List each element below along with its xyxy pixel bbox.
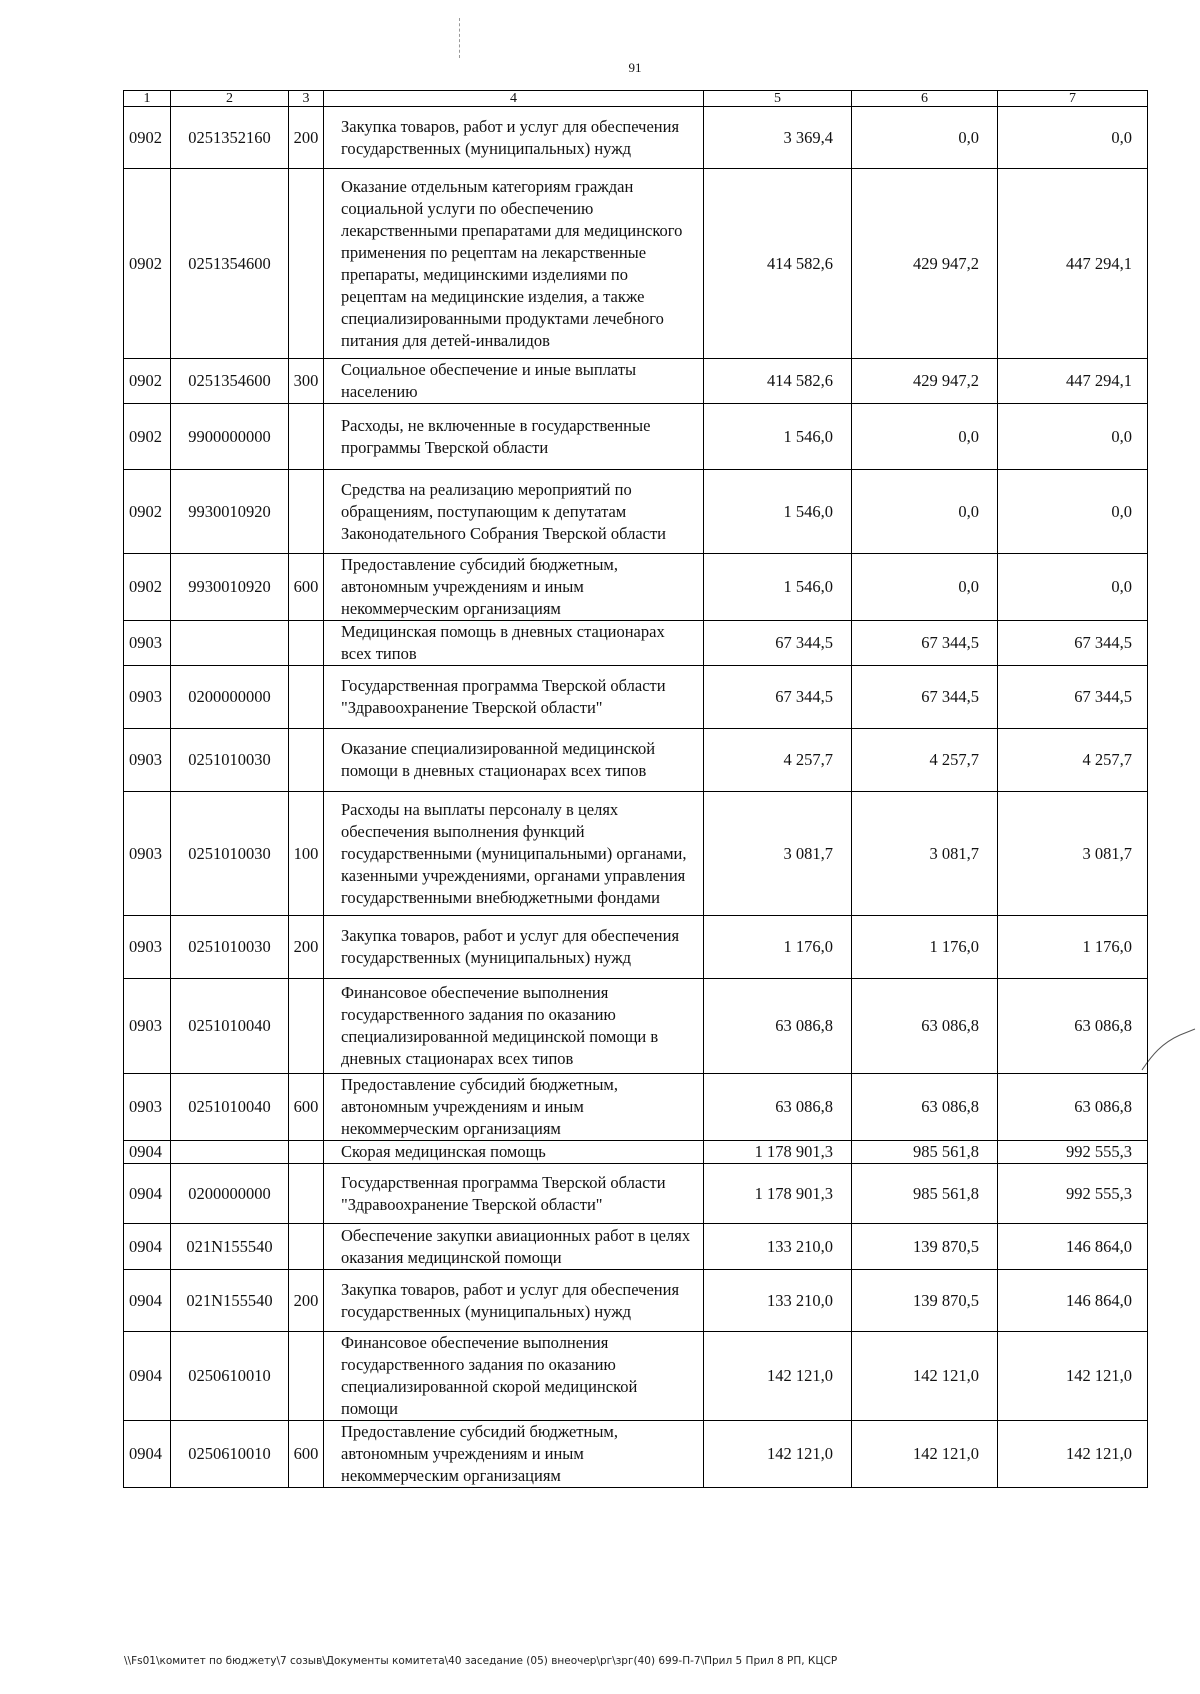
expense-type-code: 600 — [289, 554, 324, 621]
expense-type-code: 300 — [289, 359, 324, 404]
section-code: 0904 — [124, 1270, 171, 1332]
amount-col-7: 3 081,7 — [998, 792, 1148, 916]
amount-col-5: 4 257,7 — [704, 729, 852, 792]
footer-file-path: \\Fs01\комитет по бюджету\7 созыв\Документы комитета\40 заседание (05) внеочер\рг\зрг(40) 699-П-7\Прил 5 Прил 8 РП, КЦСР — [124, 1655, 838, 1667]
table-row — [124, 729, 1148, 792]
amount-col-6: 3 081,7 — [852, 792, 998, 916]
amount-col-6: 0,0 — [852, 554, 998, 621]
target-article-code: 0251354600 — [171, 359, 289, 404]
section-code: 0902 — [124, 169, 171, 359]
section-code: 0903 — [124, 792, 171, 916]
target-article-code: 0200000000 — [171, 666, 289, 729]
budget-table — [123, 90, 1148, 1488]
amount-col-5: 414 582,6 — [704, 169, 852, 359]
target-article-code: 0251010030 — [171, 729, 289, 792]
table-row — [124, 666, 1148, 729]
amount-col-7: 63 086,8 — [998, 979, 1148, 1074]
item-name: Государственная программа Тверской области "Здравоохранение Тверской области" — [324, 666, 704, 729]
expense-type-code — [289, 404, 324, 470]
item-name: Оказание специализированной медицинской помощи в дневных стационарах всех типов — [324, 729, 704, 792]
section-code: 0903 — [124, 916, 171, 979]
table-row — [124, 470, 1148, 554]
target-article-code: 9900000000 — [171, 404, 289, 470]
amount-col-7: 1 176,0 — [998, 916, 1148, 979]
column-header-5: 5 — [704, 91, 852, 107]
section-code: 0902 — [124, 554, 171, 621]
amount-col-7: 992 555,3 — [998, 1141, 1148, 1164]
expense-type-code — [289, 1141, 324, 1164]
amount-col-5: 67 344,5 — [704, 621, 852, 666]
table-row — [124, 621, 1148, 666]
amount-col-7: 447 294,1 — [998, 169, 1148, 359]
amount-col-6: 985 561,8 — [852, 1164, 998, 1224]
amount-col-7: 142 121,0 — [998, 1332, 1148, 1421]
amount-col-5: 1 176,0 — [704, 916, 852, 979]
table-row — [124, 107, 1148, 169]
amount-col-7: 4 257,7 — [998, 729, 1148, 792]
item-name: Оказание отдельным категориям граждан социальной услуги по обеспечению лекарственными препаратами для медицинского применения по рецептам на лекарственные препараты, медицинскими изделиями по рецептам на медицинские изделия, а также специализированными продуктами лечебного питания для детей-инвалидов — [324, 169, 704, 359]
target-article-code: 0251010040 — [171, 979, 289, 1074]
amount-col-5: 142 121,0 — [704, 1421, 852, 1488]
section-code: 0904 — [124, 1332, 171, 1421]
target-article-code: 9930010920 — [171, 470, 289, 554]
item-name: Расходы, не включенные в государственные программы Тверской области — [324, 404, 704, 470]
amount-col-6: 0,0 — [852, 470, 998, 554]
table-body — [124, 107, 1148, 1488]
amount-col-7: 0,0 — [998, 554, 1148, 621]
amount-col-6: 139 870,5 — [852, 1270, 998, 1332]
amount-col-5: 63 086,8 — [704, 979, 852, 1074]
column-header-1: 1 — [124, 91, 171, 107]
item-name: Государственная программа Тверской области "Здравоохранение Тверской области" — [324, 1164, 704, 1224]
amount-col-5: 63 086,8 — [704, 1074, 852, 1141]
expense-type-code — [289, 1224, 324, 1270]
target-article-code: 0251352160 — [171, 107, 289, 169]
column-header-4: 4 — [324, 91, 704, 107]
section-code: 0904 — [124, 1224, 171, 1270]
section-code: 0903 — [124, 666, 171, 729]
amount-col-5: 133 210,0 — [704, 1224, 852, 1270]
amount-col-5: 1 546,0 — [704, 404, 852, 470]
target-article-code: 0250610010 — [171, 1332, 289, 1421]
target-article-code: 0251354600 — [171, 169, 289, 359]
amount-col-7: 67 344,5 — [998, 621, 1148, 666]
expense-type-code — [289, 666, 324, 729]
item-name: Расходы на выплаты персоналу в целях обеспечения выполнения функций государственными (муниципальными) органами, казенными учреждениями, органами управления государственными внебюджетными фондами — [324, 792, 704, 916]
amount-col-7: 992 555,3 — [998, 1164, 1148, 1224]
expense-type-code — [289, 169, 324, 359]
amount-col-6: 985 561,8 — [852, 1141, 998, 1164]
amount-col-7: 0,0 — [998, 470, 1148, 554]
item-name: Обеспечение закупки авиационных работ в целях оказания медицинской помощи — [324, 1224, 704, 1270]
table-row — [124, 1332, 1148, 1421]
expense-type-code — [289, 979, 324, 1074]
table-row — [124, 1074, 1148, 1141]
table-row — [124, 1421, 1148, 1488]
table-row — [124, 792, 1148, 916]
amount-col-6: 429 947,2 — [852, 359, 998, 404]
column-header-3: 3 — [289, 91, 324, 107]
expense-type-code: 200 — [289, 1270, 324, 1332]
amount-col-6: 63 086,8 — [852, 1074, 998, 1141]
pen-stroke — [1140, 1015, 1200, 1075]
column-header-2: 2 — [171, 91, 289, 107]
amount-col-5: 1 178 901,3 — [704, 1164, 852, 1224]
item-name: Закупка товаров, работ и услуг для обеспечения государственных (муниципальных) нужд — [324, 916, 704, 979]
section-code: 0904 — [124, 1141, 171, 1164]
amount-col-5: 414 582,6 — [704, 359, 852, 404]
expense-type-code — [289, 621, 324, 666]
target-article-code: 021N155540 — [171, 1270, 289, 1332]
table-row — [124, 554, 1148, 621]
target-article-code: 9930010920 — [171, 554, 289, 621]
target-article-code — [171, 1141, 289, 1164]
expense-type-code — [289, 1164, 324, 1224]
amount-col-6: 1 176,0 — [852, 916, 998, 979]
amount-col-7: 0,0 — [998, 107, 1148, 169]
table-row — [124, 916, 1148, 979]
amount-col-6: 67 344,5 — [852, 666, 998, 729]
amount-col-5: 133 210,0 — [704, 1270, 852, 1332]
amount-col-6: 4 257,7 — [852, 729, 998, 792]
amount-col-5: 67 344,5 — [704, 666, 852, 729]
expense-type-code: 600 — [289, 1074, 324, 1141]
table-row — [124, 979, 1148, 1074]
header-row — [124, 91, 1148, 107]
expense-type-code: 200 — [289, 107, 324, 169]
table-row — [124, 169, 1148, 359]
amount-col-5: 1 178 901,3 — [704, 1141, 852, 1164]
scan-mark — [459, 18, 460, 58]
amount-col-6: 139 870,5 — [852, 1224, 998, 1270]
amount-col-7: 146 864,0 — [998, 1224, 1148, 1270]
page-number: 91 — [628, 60, 642, 75]
section-code: 0903 — [124, 621, 171, 666]
section-code: 0903 — [124, 979, 171, 1074]
expense-type-code — [289, 1332, 324, 1421]
expense-type-code: 600 — [289, 1421, 324, 1488]
item-name: Предоставление субсидий бюджетным, автономным учреждениям и иным некоммерческим организациям — [324, 554, 704, 621]
target-article-code: 0251010030 — [171, 916, 289, 979]
target-article-code: 021N155540 — [171, 1224, 289, 1270]
item-name: Социальное обеспечение и иные выплаты населению — [324, 359, 704, 404]
expense-type-code: 100 — [289, 792, 324, 916]
target-article-code: 0251010040 — [171, 1074, 289, 1141]
item-name: Средства на реализацию мероприятий по обращениям, поступающим к депутатам Законодательного Собрания Тверской области — [324, 470, 704, 554]
table-row — [124, 359, 1148, 404]
amount-col-6: 429 947,2 — [852, 169, 998, 359]
table-row — [124, 1164, 1148, 1224]
amount-col-6: 142 121,0 — [852, 1332, 998, 1421]
amount-col-7: 0,0 — [998, 404, 1148, 470]
amount-col-5: 142 121,0 — [704, 1332, 852, 1421]
target-article-code — [171, 621, 289, 666]
item-name: Закупка товаров, работ и услуг для обеспечения государственных (муниципальных) нужд — [324, 107, 704, 169]
item-name: Финансовое обеспечение выполнения государственного задания по оказанию специализированной медицинской помощи в дневных стационарах всех типов — [324, 979, 704, 1074]
amount-col-6: 0,0 — [852, 107, 998, 169]
section-code: 0904 — [124, 1164, 171, 1224]
amount-col-5: 3 081,7 — [704, 792, 852, 916]
section-code: 0902 — [124, 470, 171, 554]
table-row — [124, 1270, 1148, 1332]
expense-type-code — [289, 470, 324, 554]
section-code: 0903 — [124, 1074, 171, 1141]
column-header-7: 7 — [998, 91, 1148, 107]
amount-col-6: 142 121,0 — [852, 1421, 998, 1488]
amount-col-6: 63 086,8 — [852, 979, 998, 1074]
item-name: Закупка товаров, работ и услуг для обеспечения государственных (муниципальных) нужд — [324, 1270, 704, 1332]
section-code: 0902 — [124, 359, 171, 404]
target-article-code: 0251010030 — [171, 792, 289, 916]
item-name: Скорая медицинская помощь — [324, 1141, 704, 1164]
amount-col-5: 1 546,0 — [704, 470, 852, 554]
item-name: Финансовое обеспечение выполнения государственного задания по оказанию специализированной скорой медицинской помощи — [324, 1332, 704, 1421]
table-row — [124, 404, 1148, 470]
target-article-code: 0250610010 — [171, 1421, 289, 1488]
section-code: 0903 — [124, 729, 171, 792]
section-code: 0902 — [124, 404, 171, 470]
amount-col-7: 447 294,1 — [998, 359, 1148, 404]
table-row — [124, 1141, 1148, 1164]
section-code: 0904 — [124, 1421, 171, 1488]
amount-col-7: 63 086,8 — [998, 1074, 1148, 1141]
amount-col-7: 67 344,5 — [998, 666, 1148, 729]
table-row — [124, 1224, 1148, 1270]
amount-col-7: 146 864,0 — [998, 1270, 1148, 1332]
amount-col-6: 67 344,5 — [852, 621, 998, 666]
amount-col-5: 1 546,0 — [704, 554, 852, 621]
amount-col-6: 0,0 — [852, 404, 998, 470]
target-article-code: 0200000000 — [171, 1164, 289, 1224]
amount-col-5: 3 369,4 — [704, 107, 852, 169]
item-name: Предоставление субсидий бюджетным, автономным учреждениям и иным некоммерческим организациям — [324, 1421, 704, 1488]
expense-type-code — [289, 729, 324, 792]
section-code: 0902 — [124, 107, 171, 169]
column-header-6: 6 — [852, 91, 998, 107]
item-name: Предоставление субсидий бюджетным, автономным учреждениям и иным некоммерческим организациям — [324, 1074, 704, 1141]
expense-type-code: 200 — [289, 916, 324, 979]
amount-col-7: 142 121,0 — [998, 1421, 1148, 1488]
item-name: Медицинская помощь в дневных стационарах всех типов — [324, 621, 704, 666]
